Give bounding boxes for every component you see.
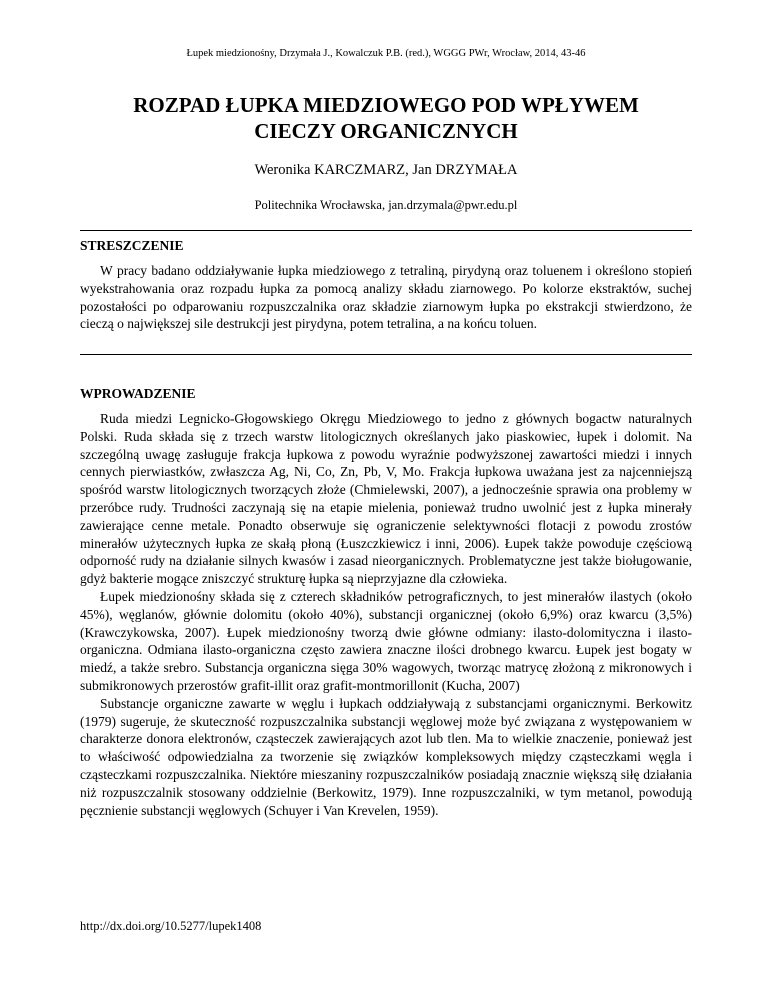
authors: Weronika KARCZMARZ, Jan DRZYMAŁA bbox=[254, 162, 518, 178]
introduction-paragraph-3: Substancje organiczne zawarte w węglu i łupkach oddziaływają z substancjami organicznymi. Berkowitz (1979) sugeruje, że skuteczność rozpuszczalnika substancji węglowej może być związana z występowaniem w charakterze donora elektronów, cząsteczek zawierających azot lub tlen. Ma to wielkie znaczenie, ponieważ jest to właściwość odpowiedzialna za tworzenie się związków kompleksowych między cząsteczkami węgla i cząsteczkami rozpuszczalnika. Niektóre mieszaniny rozpuszczalników posiadają znacznie większą siłę działania niż rozpuszczalnik stosowany oddzielnie (Berkowitz, 1979). Inne rozpuszczalniki, w tym metanol, powodują pęcznienie substancji węglowych (Schuyer i Van Krevelen, 1959). bbox=[80, 695, 692, 818]
abstract-paragraph: W pracy badano oddziaływanie łupka miedziowego z tetraliną, pirydyną oraz toluenem i określono stopień wyekstrahowania oraz rozpadu łupka za pomocą analizy składu ziarnowego. Po kolorze ekstraktów, suchej pozostałości po odparowaniu rozpuszczalnika oraz składzie ziarnowym łupka po ekstrakcji stwierdzono, że cieczą o największej sile destrukcji jest pirydyna, potem tetralina, a na końcu toluen. bbox=[80, 263, 692, 332]
affiliation: Politechnika Wrocławska, jan.drzymala@pwr.edu.pl bbox=[254, 198, 518, 212]
paper-title-line-1: ROZPAD ŁUPKA MIEDZIOWEGO POD WPŁYWEM bbox=[133, 93, 639, 117]
abstract-top-rule bbox=[80, 230, 692, 231]
abstract-bottom-rule bbox=[80, 354, 692, 355]
introduction-body bbox=[80, 410, 692, 819]
introduction-heading: WPROWADZENIE bbox=[80, 386, 196, 401]
abstract-body bbox=[80, 262, 692, 333]
doi-link[interactable]: http://dx.doi.org/10.5277/lupek1408 bbox=[80, 919, 262, 933]
abstract-heading: STRESZCZENIE bbox=[80, 238, 184, 253]
paper-title bbox=[80, 92, 692, 144]
introduction-paragraph-2: Łupek miedzionośny składa się z czterech składników petrograficznych, to jest minerałów ilastych (około 45%), węglanów, głównie dolomitu (około 40%), substancji organicznej (około 6,9%) oraz kwarcu (3,5%) (Krawczykowska, 2007). Łupek miedzionośny tworzą dwie główne odmiany: ilasto-dolomityczna i ilasto-organiczna. Odmiana ilasto-organiczna często zawiera znaczne ilości drobnego kwarcu. Łupek jest bogaty w miedź, a także srebro. Substancja organiczna sięga 30% wagowych, tworząc matrycę złożoną z mikronowych i submikronowych przerostów grafit-illit oraz grafit-montmorillonit (Kucha, 2007) bbox=[80, 588, 692, 693]
introduction-paragraph-1: Ruda miedzi Legnicko-Głogowskiego Okręgu Miedziowego to jedno z głównych bogactw naturalnych Polski. Ruda składa się z trzech warstw litologicznych określanych jako piaskowiec, łupek i dolomit. Na szczególną uwagę zasługuje frakcja łupkowa z powodu wyraźnie podwyższonej zawartości miedzi i innych cennych pierwiastków, zwłaszcza Ag, Ni, Co, Zn, Pb, V, Mo. Frakcja łupkowa uważana jest za najcenniejszą spośród warstw litologicznych tworzących złoże (Chmielewski, 2007), a jednocześnie sprawia ona problemy w przeróbce rudy. Trudności zaczynają się na etapie mielenia, ponieważ trudno uwolnić jest z łupka minerały zawierające cenne metale. Ponadto obserwuje się ograniczenie selektywności flotacji z powodu zrostów minerałów użytecznych łupka ze skałą płoną (Łuszczkiewicz i inni, 2006). Łupek także powoduje częściową odporność rudy na działanie silnych kwasów i zasad nieorganicznych. Problematyczne jest także bioługowanie, gdyż bakterie mogące zniszczyć strukturę łupka są nieprzyjazne dla człowieka. bbox=[80, 411, 692, 587]
running-header: Łupek miedzionośny, Drzymała J., Kowalczuk P.B. (red.), WGGG PWr, Wrocław, 2014, 43-46 bbox=[186, 48, 586, 59]
paper-title-line-2: CIECZY ORGANICZNYCH bbox=[254, 119, 518, 143]
